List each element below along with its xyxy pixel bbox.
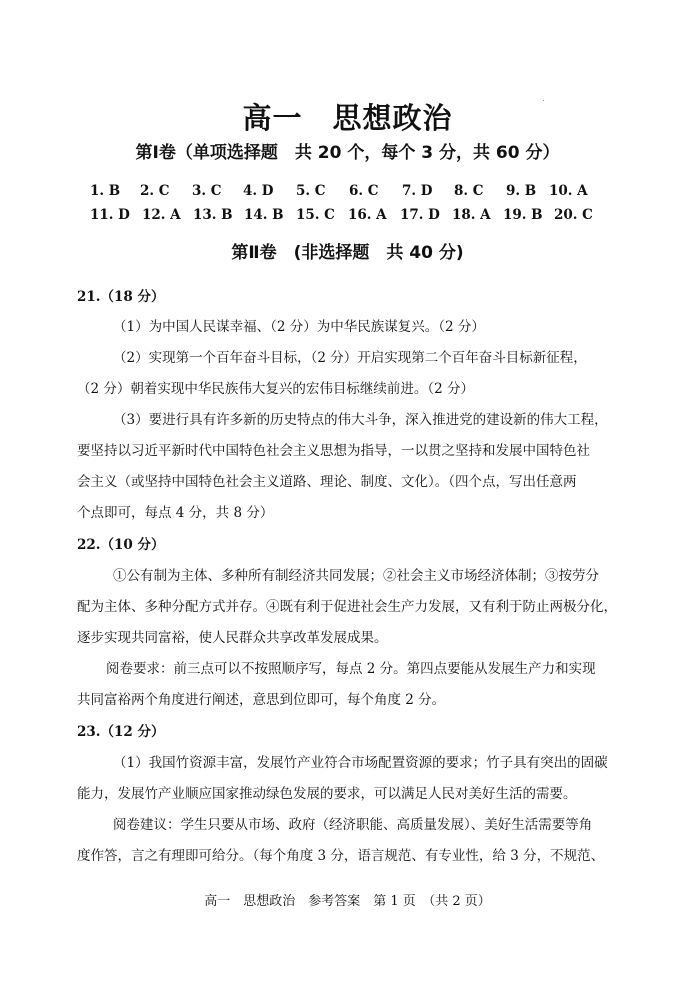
answer-item: 16. A: [348, 207, 387, 223]
question-21-line: （2 分）朝着实现中华民族伟大复兴的宏伟目标继续前进。（2 分）: [77, 381, 475, 397]
answer-row-2: [0, 207, 695, 225]
question-21-line: 个点即可，每点 4 分，共 8 分）: [77, 505, 274, 521]
question-21-line: （2）实现第一个百年奋斗目标，（2 分）开启实现第二个百年奋斗目标新征程，: [113, 350, 587, 366]
answer-item: 5. C: [296, 183, 326, 199]
question-21-line: （3）要进行具有许多新的历史特点的伟大斗争，深入推进党的建设新的伟大工程，: [113, 412, 608, 428]
answer-item: 8. C: [454, 183, 484, 199]
answer-item: 12. A: [142, 207, 181, 223]
answer-row-1: [0, 183, 695, 201]
section1-heading: 第Ⅰ卷（单项选择题 共 20 个，每个 3 分，共 60 分）: [135, 143, 560, 163]
answer-item: 6. C: [349, 183, 379, 199]
page-title: 高一 思想政治: [242, 101, 453, 135]
question-22-line: 逐步实现共同富裕，使人民群众共享改革发展成果。: [77, 630, 388, 646]
question-23-line: 度作答，言之有理即可给分。（每个角度 3 分，语言规范、有专业性，给 3 分，不规范、: [77, 848, 605, 864]
question-22-line: 配为主体、多种分配方式并存。④既有利于促进社会生产力发展，又有利于防止两极分化，: [77, 599, 617, 615]
answer-item: 15. C: [296, 207, 335, 223]
answer-item: 9. B: [506, 183, 537, 199]
answer-item: 13. B: [193, 207, 233, 223]
answer-item: 17. D: [400, 207, 440, 223]
answer-item: 14. B: [244, 207, 284, 223]
answer-item: 11. D: [90, 207, 130, 223]
answer-item: 19. B: [503, 207, 543, 223]
question-23-line: （1）我国竹资源丰富，发展竹产业符合市场配置资源的要求；竹子具有突出的固碳: [113, 755, 608, 771]
page-footer: 高一 思想政治 参考答案 第 1 页 （共 2 页）: [204, 894, 491, 909]
question-22-header: 22.（10 分）: [77, 537, 165, 553]
question-21-line: 要坚持以习近平新时代中国特色社会主义思想为指导，一以贯之坚持和发展中国特色社: [77, 443, 590, 459]
question-22-line: ①公有制为主体、多种所有制经济共同发展；②社会主义市场经济体制；③按劳分: [113, 568, 599, 584]
question-21-header: 21.（18 分）: [77, 289, 165, 305]
answer-item: 7. D: [402, 183, 433, 199]
answer-item: 3. C: [192, 183, 222, 199]
question-23-header: 23.（12 分）: [77, 724, 165, 740]
answer-item: 2. C: [140, 183, 170, 199]
answer-item: 4. D: [243, 183, 274, 199]
question-22-line: 阅卷要求：前三点可以不按照顺序写，每点 2 分。第四点要能从发展生产力和实现: [106, 661, 596, 677]
question-21-line: 会主义（或坚持中国特色社会主义道路、理论、制度、文化）。（四个点，写出任意两: [77, 474, 577, 490]
answer-item: 1. B: [90, 183, 121, 199]
answer-item: 20. C: [554, 207, 593, 223]
section2-heading: 第Ⅱ卷 (非选择题 共 40 分): [231, 243, 464, 263]
answer-item: 10. A: [549, 183, 588, 199]
answer-item: 18. A: [452, 207, 491, 223]
question-23-line: 阅卷建议：学生只要从市场、政府（经济职能、高质量发展）、美好生活需要等角: [113, 817, 593, 833]
question-22-line: 共同富裕两个角度进行阐述，意思到位即可，每个角度 2 分。: [77, 692, 446, 708]
question-23-line: 能力，发展竹产业顺应国家推动绿色发展的要求，可以满足人民对美好生活的需要。: [77, 786, 577, 802]
question-21-line: （1）为中国人民谋幸福、（2 分）为中华民族谋复兴。（2 分）: [113, 319, 485, 335]
